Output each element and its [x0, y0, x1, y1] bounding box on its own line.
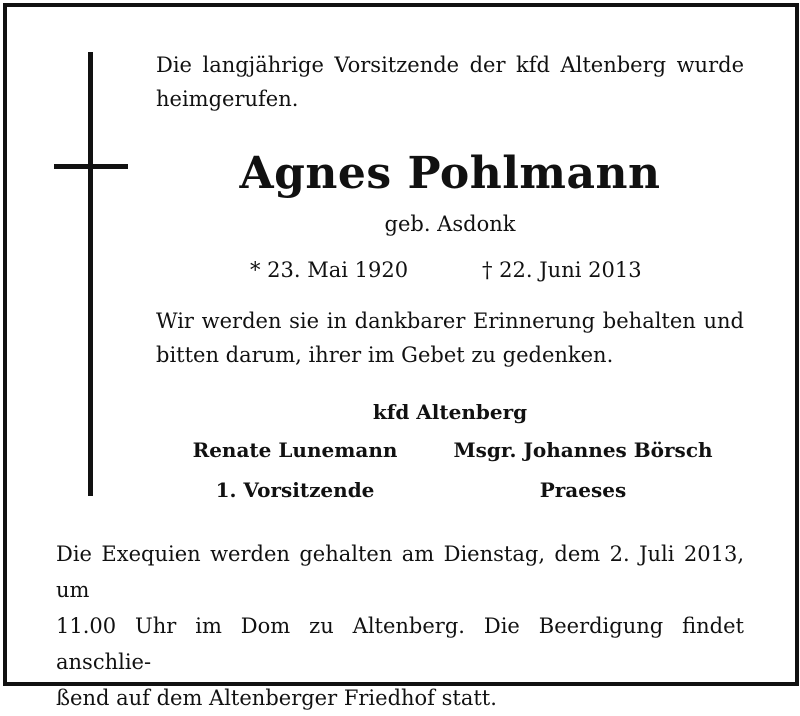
intro-line-2: heimgerufen.: [156, 87, 299, 111]
death-date: † 22. Juni 2013: [482, 258, 642, 282]
intro-line-1: Die langjährige Vorsitzende der kfd Altenberg wurde: [156, 53, 744, 77]
funeral-line-1: Die Exequien werden gehalten am Dienstag, dem 2. Juli 2013, um: [56, 542, 744, 602]
memorial-line-1: Wir werden sie in dankbarer Erinnerung behalten und: [156, 309, 744, 333]
deceased-name: Agnes Pohlmann: [239, 148, 661, 199]
signatory-name: Renate Lunemann: [192, 438, 398, 462]
maiden-name: geb. Asdonk: [384, 212, 516, 236]
cross-icon-horizontal: [54, 164, 128, 169]
signatory-role: Praeses: [539, 478, 627, 502]
signatory-role: 1. Vorsitzende: [215, 478, 375, 502]
memorial-line-2: bitten darum, ihrer im Gebet zu gedenken.: [156, 343, 614, 367]
intro-text: [156, 48, 744, 116]
funeral-line-3: ßend auf dem Altenberger Friedhof statt.: [56, 686, 497, 710]
funeral-line-2: 11.00 Uhr im Dom zu Altenberg. Die Beerdigung findet anschlie-: [56, 614, 744, 674]
cross-icon-vertical: [88, 52, 93, 496]
funeral-details: [56, 536, 744, 716]
memorial-text: [156, 304, 744, 372]
signatory-name: Msgr. Johannes Börsch: [453, 438, 713, 462]
birth-date: * 23. Mai 1920: [250, 258, 409, 282]
organization-name: kfd Altenberg: [372, 400, 528, 424]
